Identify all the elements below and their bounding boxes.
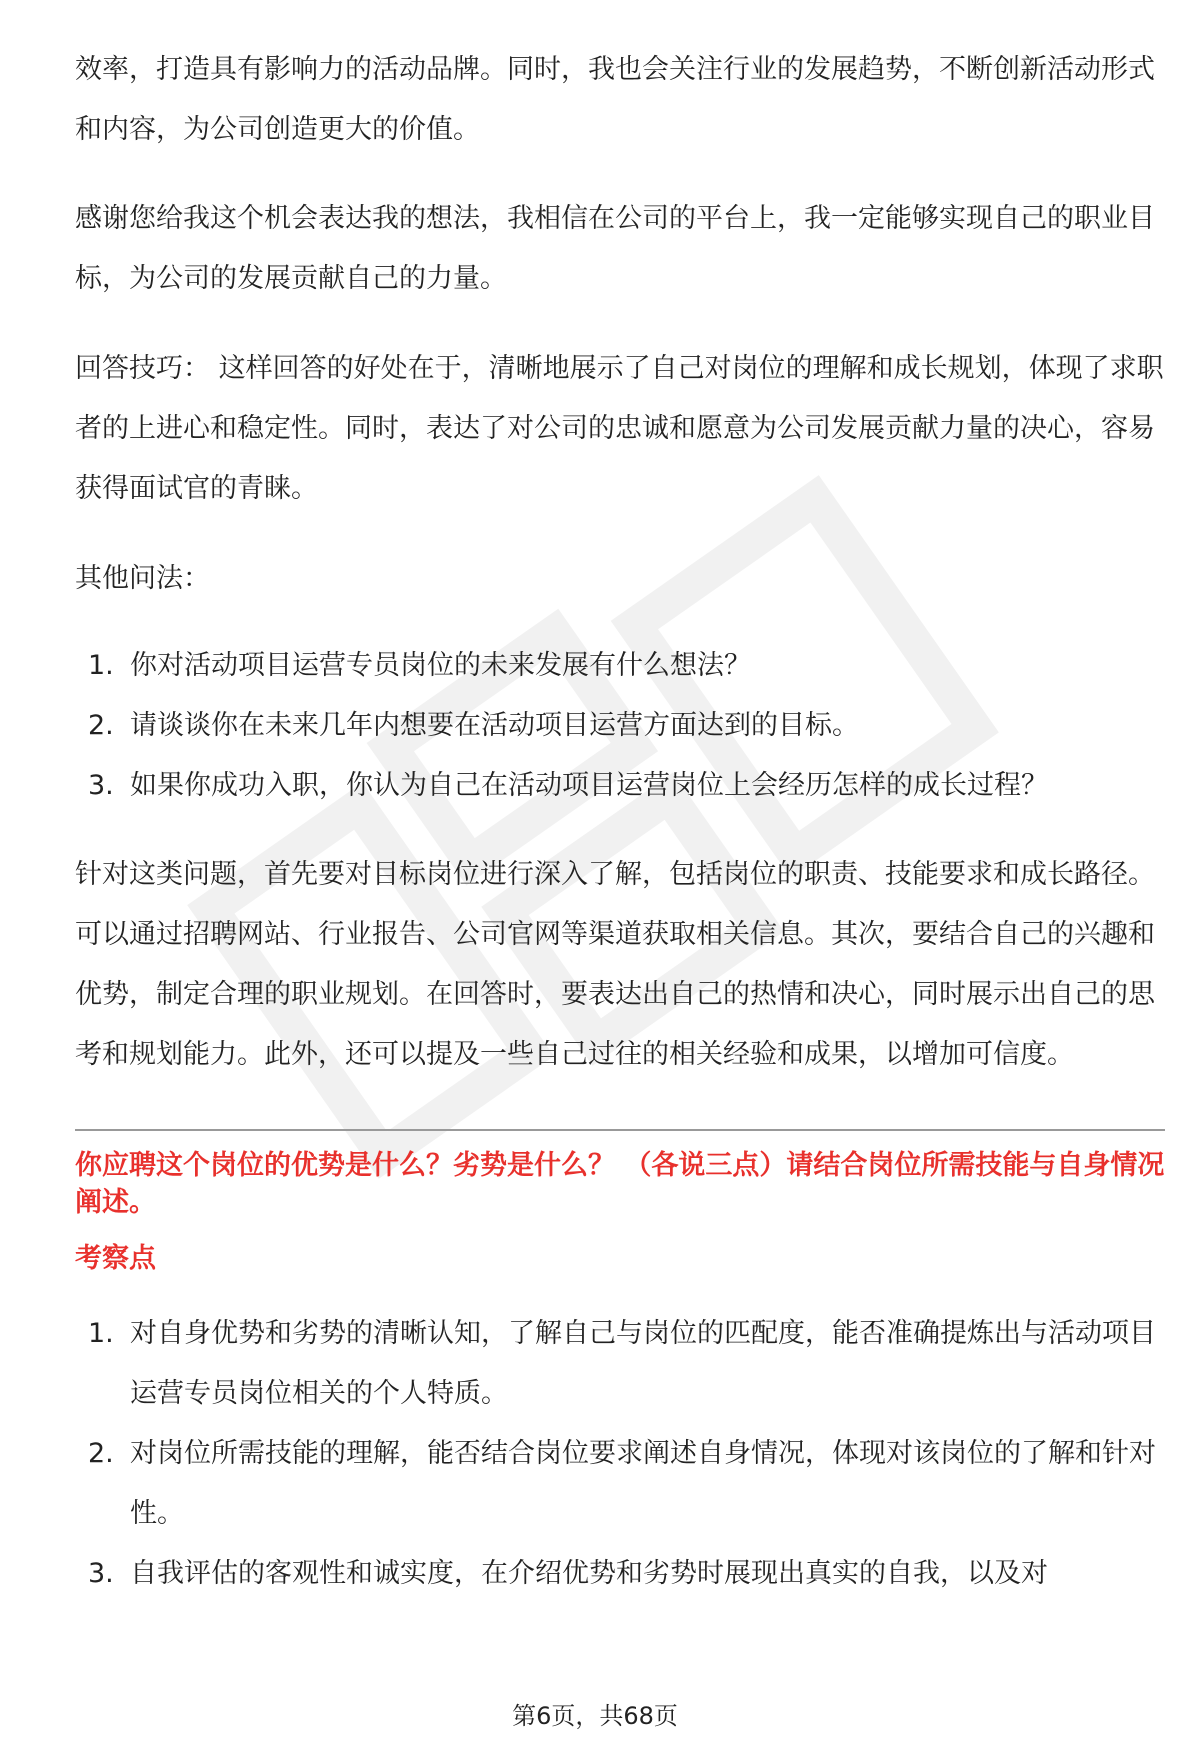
list-item <box>75 696 1165 756</box>
list-item-text: 对自身优势和劣势的清晰认知，了解自己与岗位的匹配度，能否准确提炼出与活动项目运营专员岗位相关的个人特质。 <box>130 1318 1156 1409</box>
list-item <box>75 1544 1165 1604</box>
other-questions-list <box>75 636 1165 816</box>
list-number: 1. <box>88 650 114 681</box>
list-number: 2. <box>88 710 114 741</box>
list-number: 3. <box>88 770 114 801</box>
body-paragraph: 感谢您给我这个机会表达我的想法，我相信在公司的平台上，我一定能够实现自己的职业目标，为公司的发展贡献自己的力量。 <box>75 203 1155 294</box>
list-item <box>75 636 1165 696</box>
page-content <box>75 40 1165 1633</box>
list-number: 3. <box>88 1558 114 1589</box>
section-divider <box>75 1129 1165 1131</box>
list-item-text: 请谈谈你在未来几年内想要在活动项目运营方面达到的目标。 <box>130 710 859 741</box>
advice-paragraph: 针对这类问题，首先要对目标岗位进行深入了解，包括岗位的职责、技能要求和成长路径。可以通过招聘网站、行业报告、公司官网等渠道获取相关信息。其次，要结合自己的兴趣和优势，制定合理的职业规划。在回答时，要表达出自己的热情和决心，同时展示出自己的思考和规划能力。此外，还可以提及一些自己过往的相关经验和成果，以增加可信度。 <box>75 859 1155 1070</box>
list-item-text: 对岗位所需技能的理解，能否结合岗位要求阐述自身情况，体现对该岗位的了解和针对性。 <box>130 1438 1156 1529</box>
list-number: 1. <box>88 1318 114 1349</box>
list-item <box>75 1304 1165 1424</box>
body-paragraph: 效率，打造具有影响力的活动品牌。同时，我也会关注行业的发展趋势，不断创新活动形式和内容，为公司创造更大的价值。 <box>75 54 1155 145</box>
list-item-text: 如果你成功入职，你认为自己在活动项目运营岗位上会经历怎样的成长过程？ <box>130 770 1048 801</box>
answer-tip-paragraph: 回答技巧： 这样回答的好处在于，清晰地展示了自己对岗位的理解和成长规划，体现了求职者的上进心和稳定性。同时，表达了对公司的忠诚和愿意为公司发展贡献力量的决心，容易获得面试官的青睐。 <box>75 353 1164 504</box>
list-number: 2. <box>88 1438 114 1469</box>
focus-points-list <box>75 1304 1165 1604</box>
other-questions-label: 其他问法： <box>75 563 210 594</box>
list-item <box>75 1424 1165 1544</box>
list-item-text: 自我评估的客观性和诚实度，在介绍优势和劣势时展现出真实的自我，以及对 <box>130 1558 1048 1589</box>
focus-heading: 考察点 <box>75 1243 156 1274</box>
list-item <box>75 756 1165 816</box>
page-footer: 第6页，共68页 <box>512 1702 678 1730</box>
question-heading: 你应聘这个岗位的优势是什么？劣势是什么？ （各说三点）请结合岗位所需技能与自身情况阐述。 <box>75 1150 1165 1218</box>
list-item-text: 你对活动项目运营专员岗位的未来发展有什么想法？ <box>130 650 751 681</box>
